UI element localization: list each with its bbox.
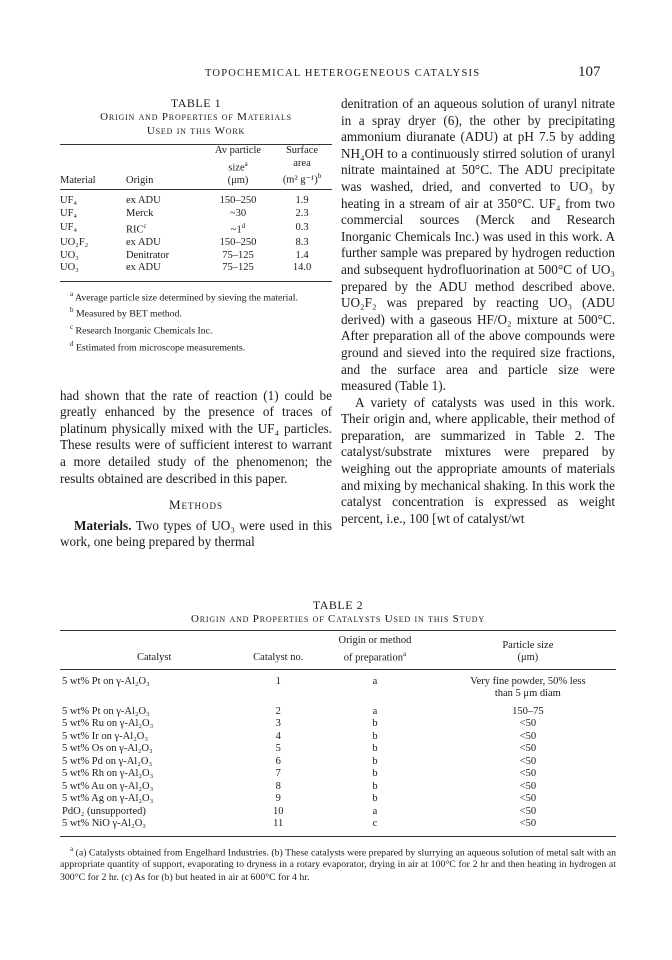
cell-size: <50 xyxy=(519,730,537,742)
body-paragraph: had shown that the rate of reaction (1) could be greatly enhanced by the presence of traces of platinum physically mixed with the UF₄ particles. These results were of sufficient interest to warrant a more detailed study of the phenomenon; the results obtained are described in this paper. xyxy=(60,387,332,486)
materials-run-in: Materials. xyxy=(74,517,132,533)
table2-header-origin-l2: of preparation$^a$ xyxy=(343,649,407,663)
cell-no: 2 xyxy=(275,705,281,717)
cell-no: 3 xyxy=(275,718,281,729)
table-row xyxy=(60,768,616,781)
cell-size: 150–75 xyxy=(512,705,544,717)
table1-header-origin: Origin xyxy=(126,145,204,190)
table1-header-size-l1: Av particle xyxy=(214,145,262,156)
cell-no: 9 xyxy=(275,793,281,804)
cell-size: 75–125 xyxy=(222,249,254,261)
cell-area: 8.3 xyxy=(295,237,309,248)
cell-size: <50 xyxy=(519,805,537,817)
table2-caption xyxy=(60,598,616,626)
page-number: 107 xyxy=(578,64,601,80)
table2-header-size xyxy=(440,631,616,670)
cell-area: 0.3 xyxy=(295,222,309,234)
cell-size: 150–250 xyxy=(219,195,257,206)
table-row xyxy=(60,781,616,794)
cell-catalyst: 5 wt% Au on γ-Al₂O₃ xyxy=(62,780,154,792)
cell-material: UO₃ xyxy=(60,249,79,261)
cell-catalyst: 5 wt% Rh on γ-Al₂O₃ xyxy=(62,768,154,779)
table2-header-size-l1: Particle size xyxy=(502,639,554,651)
table2-header-size-l2: (μm) xyxy=(517,652,539,663)
materials-paragraph: Materials. Two types of UO₃ were used in this work, one being prepared by thermal xyxy=(60,517,332,550)
cell-origin: ex ADU xyxy=(126,262,204,281)
table1-header-size xyxy=(204,145,272,190)
table-row xyxy=(60,208,332,221)
table-row xyxy=(60,793,616,806)
cell-catalyst: 5 wt% Pt on γ-Al₂O₃ xyxy=(62,675,150,687)
table-row xyxy=(60,237,332,250)
cell-area: 2.3 xyxy=(295,207,309,219)
cell-material: UF₄ xyxy=(60,222,78,234)
table2-block xyxy=(60,598,616,884)
cell-catalyst: PdO₂ (unsupported) xyxy=(62,805,146,817)
footnote-a: $^a$ Average particle size determined by sieving the material. xyxy=(70,289,298,303)
table-row xyxy=(60,701,616,719)
body-paragraph: denitration of an aqueous solution of uranyl nitrate in a spray dryer (6), the other by precipitating ammonium diuranate (ADU) at pH 7.5 by adding NH₄OH to a continuously stirred solution of uranyl nitrate maintained at 50°C. The ADU precipitate was washed, dried, and converted to UO₃ by heating in a stream of air at 350°C. UF₄ from two commercial sources (Merck and Research Inorganic Chemicals Inc.) was used in this work. A further sample was prepared by hydrogen reduction and subsequent hydrofluorination at 500°C of UO₃ prepared by the ADU method described above. UO₂F₂ was prepared by reacting UO₃ (ADU derived) with a gaseous HF/O₂ mixture at 500°C. After preparation all of the above compounds were ground and sieved into the required size fractions, and the surface area and particle size were measured (Table 1). xyxy=(341,96,615,394)
cell-origin: ex ADU xyxy=(126,237,161,248)
section-heading-methods: Methods xyxy=(168,497,224,513)
cell-catalyst: 5 wt% Os on γ-Al₂O₃ xyxy=(62,743,153,754)
cell-origin: b xyxy=(372,743,378,754)
cell-no: 11 xyxy=(246,818,310,836)
cell-no: 5 xyxy=(275,743,281,754)
table2-header-catalyst: Catalyst xyxy=(60,631,246,670)
table-row xyxy=(60,731,616,744)
cell-origin: a xyxy=(372,805,378,817)
cell-size: <50 xyxy=(519,768,537,779)
table-row xyxy=(60,818,616,836)
cell-origin: b xyxy=(372,793,378,804)
table1-title-line1: Origin and Properties of Materials xyxy=(100,111,292,123)
right-column xyxy=(341,96,615,527)
table1-footnotes xyxy=(60,288,332,355)
footnote-d: $^d$ Estimated from microscope measurements. xyxy=(70,339,246,354)
table1-header-size-l3: (μm) xyxy=(227,174,249,186)
cell-origin: b xyxy=(372,780,378,792)
cell-origin: RIC$^c$ xyxy=(126,222,147,236)
cell-size: 75–125 xyxy=(204,262,272,281)
left-body xyxy=(60,388,332,551)
cell-origin: Denitrator xyxy=(126,249,170,261)
cell-area: 14.0 xyxy=(272,262,332,281)
cell-catalyst: 5 wt% Pt on γ-Al₂O₃ xyxy=(62,705,150,717)
cell-size: <50 xyxy=(519,793,537,804)
left-column xyxy=(60,96,332,551)
table-row xyxy=(60,756,616,769)
table2-header-origin-l1: Origin or method xyxy=(338,635,412,646)
table2-header-origin xyxy=(310,631,440,670)
table2-title: Origin and Properties of Catalysts Used in this Study xyxy=(191,613,485,625)
cell-origin: ex ADU xyxy=(126,195,161,206)
cell-area: 1.4 xyxy=(295,249,309,261)
cell-no: 7 xyxy=(275,768,281,779)
table-row xyxy=(60,743,616,756)
cell-size: <50 xyxy=(519,743,537,754)
table1-header-area-l2: area xyxy=(293,157,311,169)
cell-size: <50 xyxy=(440,818,616,836)
cell-no: 8 xyxy=(275,780,281,792)
cell-size: Very fine powder, 50% less than 5 μm diam xyxy=(470,675,586,699)
table1-caption xyxy=(60,96,332,138)
table-row xyxy=(60,220,332,237)
table2-footnote: $^a$ (a) Catalysts obtained from Engelhard Industries. (b) These catalysts were prepared by slurrying an aqueous solution of metal salt with an appropriate quantity of support, evaporating to dryness in a rotary evaporator, drying in air at 100°C for 2 hr and then heating in hydrogen at 300°C for 2 hr. (c) As for (b) but heated in air at 600°C for 4 hr. xyxy=(60,844,616,883)
cell-catalyst: 5 wt% NiO γ-Al₂O₃ xyxy=(60,818,246,836)
cell-origin: b xyxy=(372,755,378,767)
cell-catalyst: 5 wt% Ru on γ-Al₂O₃ xyxy=(62,718,154,729)
cell-material: UF₄ xyxy=(60,207,78,219)
table-row xyxy=(60,250,332,263)
cell-origin: c xyxy=(310,818,440,836)
table2-header-no: Catalyst no. xyxy=(246,631,310,670)
cell-no: 6 xyxy=(275,755,281,767)
cell-origin: a xyxy=(372,675,378,687)
table-row xyxy=(60,718,616,731)
table-row xyxy=(60,190,332,208)
table1-title-line2: Used in this Work xyxy=(146,125,246,137)
table1-header-area-l3: (m² g⁻¹)$^b$ xyxy=(282,172,322,186)
cell-size: ~1$^d$ xyxy=(230,222,246,236)
cell-no: 10 xyxy=(272,805,284,817)
cell-size: <50 xyxy=(519,718,537,729)
cell-origin: a xyxy=(372,705,378,717)
cell-material: UF₄ xyxy=(60,195,78,206)
body-paragraph: A variety of catalysts was used in this work. Their origin and, where applicable, their method of preparation, are summarized in Table 2. The catalyst/substrate mixtures were prepared by weighing out the appropriate amounts of materials and mixing by mechanical shaking. In this work the catalyst concentration is expressed as weight percent, i.e., 100 [wt of catalyst/wt xyxy=(341,394,615,526)
table1-label: TABLE 1 xyxy=(170,96,222,110)
table1-header-size-l2: size$^a$ xyxy=(228,159,248,173)
table-row xyxy=(60,262,332,281)
cell-area: 1.9 xyxy=(295,195,309,206)
table1-header-material: Material xyxy=(60,145,126,190)
cell-catalyst: 5 wt% Ir on γ-Al₂O₃ xyxy=(62,730,149,742)
footnote-c: $^c$ Research Inorganic Chemicals Inc. xyxy=(70,323,213,337)
cell-no: 4 xyxy=(275,730,281,742)
cell-origin: b xyxy=(372,768,378,779)
cell-origin: b xyxy=(372,730,378,742)
cell-material: UO₂F₂ xyxy=(60,237,89,248)
table2-label: TABLE 2 xyxy=(312,598,364,612)
table1-header-row xyxy=(60,145,332,190)
cell-size: ~30 xyxy=(229,207,247,219)
table-row xyxy=(60,669,616,701)
table1-header-area-l1: Surface xyxy=(285,145,319,156)
running-head: TOPOCHEMICAL HETEROGENEOUS CATALYSIS xyxy=(205,68,481,79)
cell-catalyst: 5 wt% Ag on γ-Al₂O₃ xyxy=(62,793,154,804)
table2 xyxy=(60,630,616,837)
footnote-b: $^b$ Measured by BET method. xyxy=(70,306,182,320)
table2-header-row xyxy=(60,631,616,670)
cell-size: <50 xyxy=(519,755,537,767)
table1 xyxy=(60,144,332,282)
table-row xyxy=(60,806,616,819)
cell-catalyst: 5 wt% Pd on γ-Al₂O₃ xyxy=(62,755,153,767)
cell-origin: Merck xyxy=(126,207,154,219)
cell-size: 150–250 xyxy=(219,237,257,248)
table1-header-area xyxy=(272,145,332,190)
cell-material: UO₃ xyxy=(60,262,126,281)
cell-no: 1 xyxy=(275,675,281,687)
cell-origin: b xyxy=(372,718,378,729)
cell-size: <50 xyxy=(519,780,537,792)
